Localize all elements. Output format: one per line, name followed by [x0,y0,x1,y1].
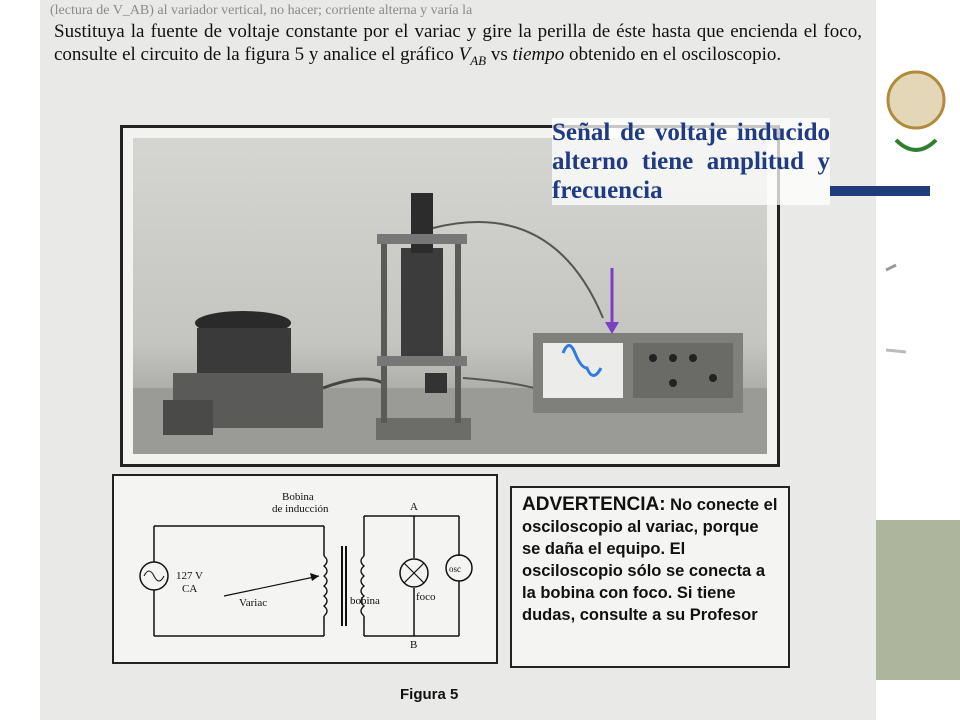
warning-box [510,486,790,668]
top-scan-text: (lectura de V_AB) al variador vertical, no hacer; corriente alterna y varía la [50,3,473,18]
variac-arrow-icon [310,573,319,581]
instruction-paragraph [54,20,862,72]
coil-label: bobina [350,595,380,607]
primary-coil-icon [324,556,327,616]
figure-caption: Figura 5 [400,686,459,703]
instruction-sub: AB [470,52,487,68]
instruction-vs: vs [490,44,508,65]
node-a-label: A [410,501,418,513]
instruction-end: obtenido en el osciloscopio. [569,44,782,65]
navy-bar [830,186,930,196]
secondary-coil-icon [361,556,364,616]
landscape-image [876,520,960,680]
instruction-math: V [458,44,471,65]
university-seal-icon [888,72,944,128]
node-b-label: B [410,639,418,651]
instruction-text: Sustituya la fuente de voltaje constante por el variac y gire la perilla de éste hasta que encienda el foco, consulte el circuito de la figura 5 y analice el gráfico [54,21,862,65]
right-decoration [876,0,960,720]
source-ca-label: CA [182,583,198,595]
osc-label: osc [449,564,461,574]
warning-content [522,494,778,626]
circuit-diagram [112,474,498,664]
decoration-svg [876,0,960,720]
coil-title-2: de inducción [272,503,329,515]
warning-title: ADVERTENCIA: [522,494,666,515]
warning-text: No conecte el osciloscopio al variac, porque se daña el equipo. El osciloscopio sólo se conecta a la bobina con foco. Si tiene dudas, consulte a su Profesor [522,496,778,624]
callout-annotation: Señal de voltaje inducido alterno tiene amplitud y frecuencia [552,119,830,204]
instruction-time: tiempo [512,44,565,65]
scanned-page [40,0,876,720]
coil-title-1: Bobina [282,491,314,503]
lamp-label: foco [416,591,436,603]
circuit-svg [114,476,496,662]
source-voltage-label: 127 V [176,570,203,582]
variac-label: Variac [239,597,268,609]
